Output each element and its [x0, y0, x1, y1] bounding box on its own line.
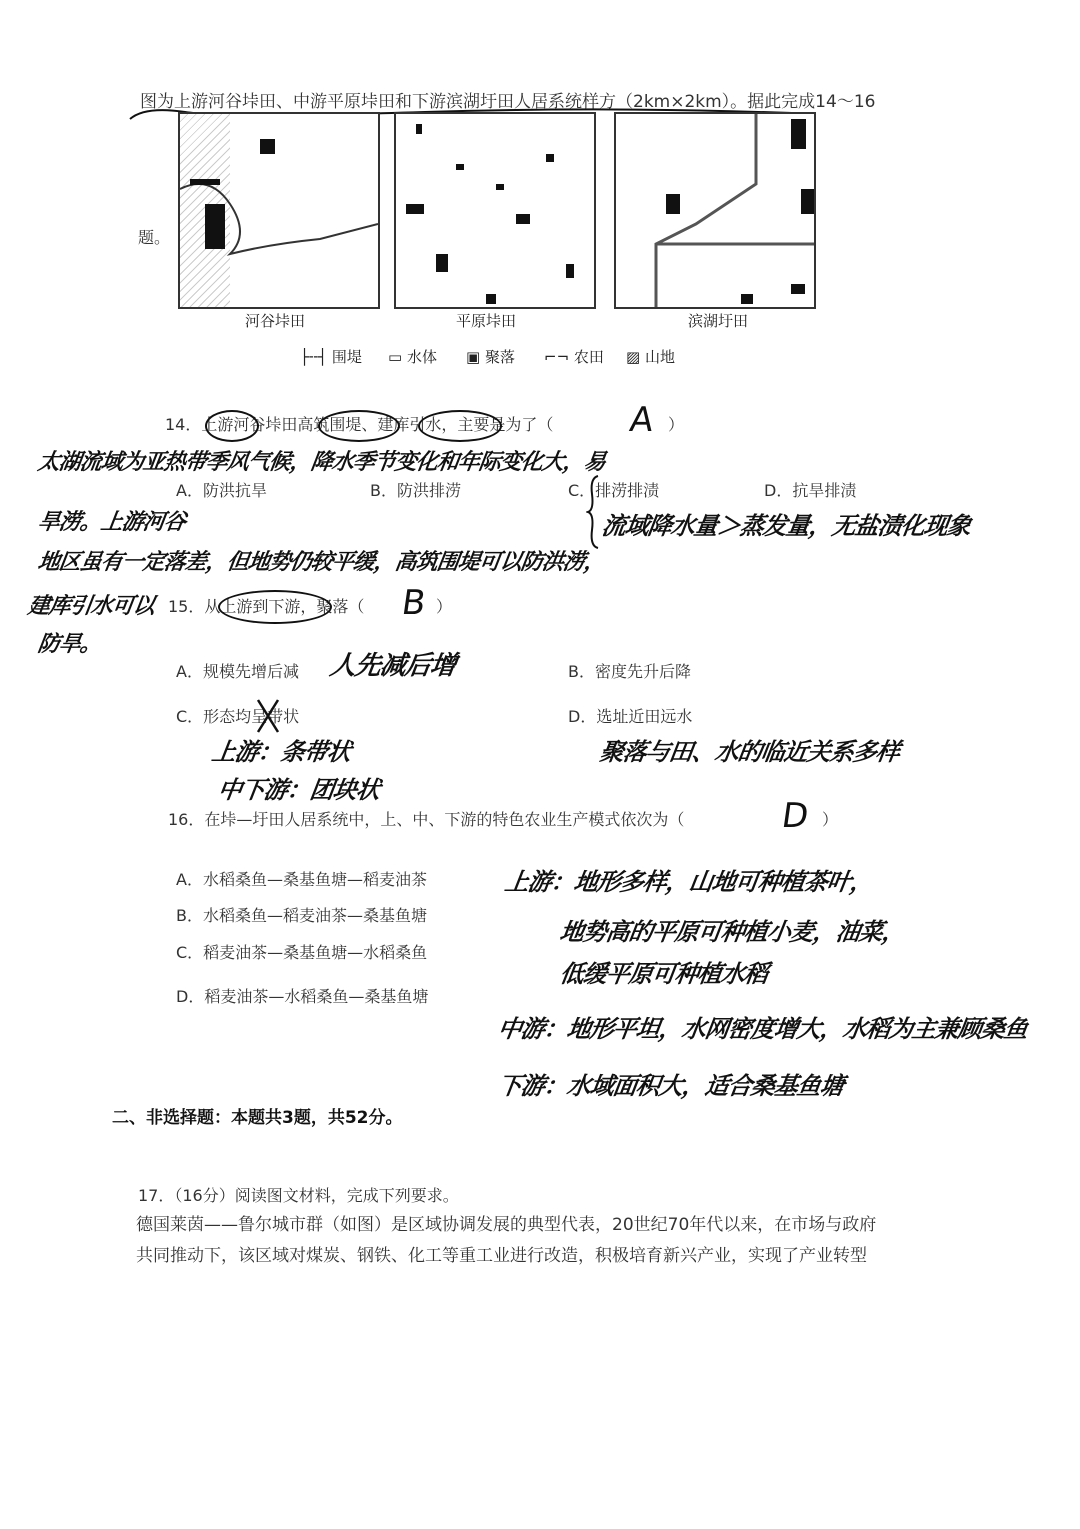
handwritten-note: 太湖流域为亚热带季风气候，降水季节变化和年际变化大，易 — [36, 449, 607, 475]
intro-text-end: 题。 — [138, 228, 171, 247]
circle-mark — [218, 590, 332, 624]
q16-option-c[interactable]: C．稻麦油茶—桑基鱼塘—水稻桑鱼 — [176, 943, 428, 962]
q17-text: 德国莱茵——鲁尔城市群（如图）是区域协调发展的典型代表，20世纪70年代以来，在市场与政府 — [136, 1215, 877, 1235]
handwritten-note: 地势高的平原可种植小麦，油菜， — [558, 917, 908, 946]
map-lakeside — [614, 112, 816, 309]
brace-mark — [586, 474, 600, 550]
circle-mark — [418, 410, 502, 442]
handwritten-note: 地区虽有一定落差，但地势仍较平缓，高筑围堤可以防洪涝， — [36, 549, 607, 575]
handwritten-note: 中下游：团块状 — [216, 775, 382, 804]
q15-close: ） — [436, 597, 453, 616]
legend-water: ▭ 水体 — [388, 348, 437, 366]
map-plain — [394, 112, 596, 309]
q15-option-c[interactable]: C．形态均呈带状 — [176, 707, 300, 726]
legend-label: 水体 — [406, 348, 437, 366]
legend-levee: ├╌┤ 围堤 — [300, 348, 362, 366]
q15-stem: 15．从上游到下游，聚落（ — [168, 597, 365, 616]
q14-option-b[interactable]: B．防洪排涝 — [370, 481, 461, 500]
q16-close: ） — [822, 810, 839, 829]
handwritten-note: 中游：地形平坦，水网密度增大，水稻为主兼顾桑鱼 — [496, 1014, 1030, 1043]
q15-option-a[interactable]: A．规模先增后减 — [176, 662, 299, 681]
q14-option-a[interactable]: A．防洪抗旱 — [176, 481, 267, 500]
map-caption-lakeside: 滨湖圩田 — [688, 312, 749, 330]
q15-answer: B — [399, 583, 428, 623]
legend-mountain: ▨ 山地 — [626, 348, 675, 366]
legend-settlement: ▣ 聚落 — [466, 348, 515, 366]
q14-close: ） — [668, 415, 685, 434]
handwritten-note: 下游：水域面积大，适合桑基鱼塘 — [496, 1071, 846, 1100]
cross-mark — [254, 696, 282, 736]
q17-text: 共同推动下，该区域对煤炭、钢铁、化工等重工业进行改造，积极培育新兴产业，实现了产业转型 — [136, 1246, 867, 1266]
handwritten-note: 聚落与田、水的临近关系多样 — [598, 737, 902, 766]
q14-option-c[interactable]: C．排涝排渍 — [568, 481, 660, 500]
legend-label: 聚落 — [484, 348, 515, 366]
circle-mark — [205, 410, 259, 442]
q16-option-a[interactable]: A．水稻桑鱼—桑基鱼塘—稻麦油茶 — [176, 870, 427, 889]
handwritten-note: 防旱。 — [36, 631, 103, 657]
q14-option-d[interactable]: D．抗旱排渍 — [764, 481, 857, 500]
handwritten-note: 建库引水可以 — [26, 593, 156, 619]
q14-stem: 14．上游河谷垰田高筑围堤、建库引水，主要是为了（ — [165, 415, 554, 434]
map-valley — [178, 112, 380, 309]
handwritten-note: 人先减后增 — [327, 651, 458, 681]
handwritten-note: 上游：地形多样，山地可种植茶叶， — [503, 867, 876, 896]
circle-mark — [318, 410, 400, 442]
legend-farmland: ⌐¬ 农田 — [544, 348, 604, 366]
section-heading: 二、非选择题：本题共3题，共52分。 — [112, 1108, 403, 1128]
handwritten-note: 流域降水量＞蒸发量，无盐渍化现象 — [600, 511, 973, 540]
handwritten-note: 低缓平原可种植水稻 — [558, 959, 770, 988]
q16-answer: D — [779, 796, 810, 836]
q16-option-d[interactable]: D．稻麦油茶—水稻桑鱼—桑基鱼塘 — [176, 987, 429, 1006]
legend-label: 农田 — [573, 348, 604, 366]
q17-stem: 17．（16分）阅读图文材料，完成下列要求。 — [138, 1186, 459, 1205]
q15-option-d[interactable]: D．选址近田远水 — [568, 707, 693, 726]
legend-label: 围堤 — [331, 348, 362, 366]
q16-stem: 16．在垰—圩田人居系统中，上、中、下游的特色农业生产模式依次为（ — [168, 810, 685, 829]
handwritten-note: 旱涝。上游河谷 — [36, 509, 187, 535]
intro-text: 图为上游河谷垰田、中游平原垰田和下游滨湖圩田人居系统样方（2km×2km）。据此完成14～16 — [140, 92, 876, 112]
handwritten-note: 上游：条带状 — [210, 737, 353, 766]
map-caption-plain: 平原垰田 — [456, 312, 517, 330]
q15-option-b[interactable]: B．密度先升后降 — [568, 662, 691, 681]
q14-answer: A — [627, 400, 656, 440]
map-caption-valley: 河谷垰田 — [245, 312, 306, 330]
q16-option-b[interactable]: B．水稻桑鱼—稻麦油茶—桑基鱼塘 — [176, 906, 427, 925]
legend-label: 山地 — [644, 348, 675, 366]
